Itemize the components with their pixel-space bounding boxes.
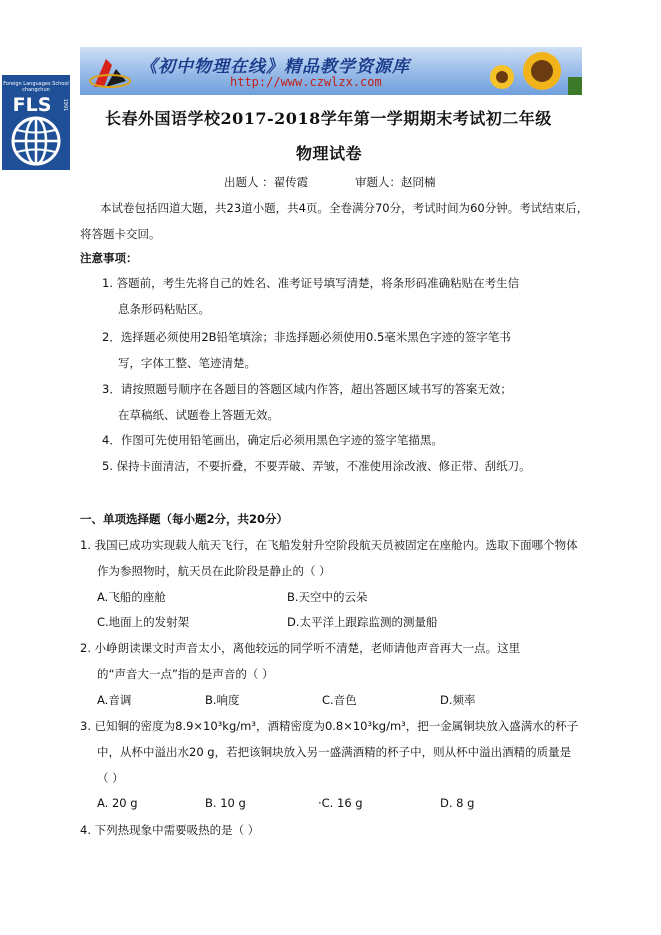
atom-logo-icon: [86, 51, 132, 93]
q3-option-b: B. 10 g: [205, 796, 246, 810]
q1-option-c: C.地面上的发射架: [97, 615, 190, 629]
q2-line-2: 的“声音大一点”指的是声音的（ ）: [97, 667, 274, 681]
q1-line-2: 作为参照物时，航天员在此阶段是静止的（ ）: [97, 564, 331, 578]
note-item: 5. 保持卡面清洁，不要折叠，不要弄破、弄皱，不准使用涂改液、修正带、刮纸刀。: [102, 459, 531, 473]
q3-option-c: ·C. 16 g: [318, 796, 363, 810]
q1-line-1: 1. 我国已成功实现载人航天飞行，在飞船发射升空阶段航天员被固定在座舱内。选取下面哪个物体: [80, 538, 578, 552]
note-item: 在草稿纸、试题卷上答题无效。: [118, 408, 279, 422]
q3-option-a: A. 20 g: [97, 796, 138, 810]
q3-option-d: D. 8 g: [440, 796, 475, 810]
note-item: 1. 答题前，考生先将自己的姓名、准考证号填写清楚，将条形码准确粘贴在考生信: [102, 276, 520, 290]
banner-url[interactable]: http://www.czwlzx.com: [230, 75, 382, 89]
q1-option-d: D.太平洋上跟踪监测的测量船: [287, 615, 438, 629]
header-banner: [80, 47, 582, 95]
q3-line-2: 中，从杯中溢出水20 g，若把该铜块放入另一盛满酒精的杯子中，则从杯中溢出酒精的质量是: [97, 745, 572, 759]
note-item: 写，字体工整、笔迹清楚。: [118, 356, 256, 370]
q3-line-3: （ ）: [97, 771, 124, 785]
svg-text:FLS: FLS: [12, 94, 52, 116]
banner-title: 《初中物理在线》精品教学资源库: [140, 57, 410, 77]
svg-text:1991: 1991: [62, 98, 68, 112]
school-logo-icon: [2, 75, 70, 170]
note-item: 2．选择题必须使用2B铅笔填涂；非选择题必须使用0.5毫米黑色字迹的签字笔书: [102, 330, 511, 344]
q3-line-1: 3. 已知铜的密度为8.9×10³kg/m³，酒精密度为0.8×10³kg/m³，把一金属铜块放入盛满水的杯子: [80, 719, 579, 733]
exam-subtitle: 物理试卷: [296, 144, 363, 163]
note-item: 4．作图可先使用铅笔画出，确定后必须用黑色字迹的签字笔描黑。: [102, 433, 443, 447]
svg-text:changchun: changchun: [22, 87, 50, 93]
note-item: 3．请按照题号顺序在各题目的答题区域内作答，超出答题区域书写的答案无效；: [102, 382, 512, 396]
q1-option-b: B.天空中的云朵: [287, 590, 368, 604]
note-item: 息条形码粘贴区。: [118, 302, 210, 316]
q2-option-a: A.音调: [97, 693, 132, 707]
q4-line-1: 4. 下列热现象中需要吸热的是（ ）: [80, 823, 260, 837]
exam-title: 长春外国语学校2017-2018学年第一学期期末考试初二年级: [105, 109, 552, 128]
q2-option-c: C.音色: [322, 693, 357, 707]
q2-option-d: D.频率: [440, 693, 476, 707]
q1-option-a: A.飞船的座舱: [97, 590, 166, 604]
q2-line-1: 2. 小峥朗读课文时声音太小，离他较远的同学听不清楚，老师请他声音再大一点。这里: [80, 641, 521, 655]
svg-text:Foreign Languages School: Foreign Languages School: [3, 81, 69, 87]
intro-line-2: 将答题卡交回。: [80, 227, 161, 241]
sunflower-icon: [480, 47, 582, 95]
notes-heading: 注意事项：: [80, 251, 138, 265]
section-heading: 一、单项选择题（每小题2分，共20分）: [80, 512, 289, 526]
q2-option-b: B.响度: [205, 693, 240, 707]
question-setter: 出题人 ：翟传霞: [224, 175, 309, 189]
reviewer: 审题人：赵冏楠: [355, 175, 436, 189]
intro-line-1: 本试卷包括四道大题，共23道小题，共4页。全卷满分70分，考试时间为60分钟。考试结束后，: [100, 201, 589, 215]
